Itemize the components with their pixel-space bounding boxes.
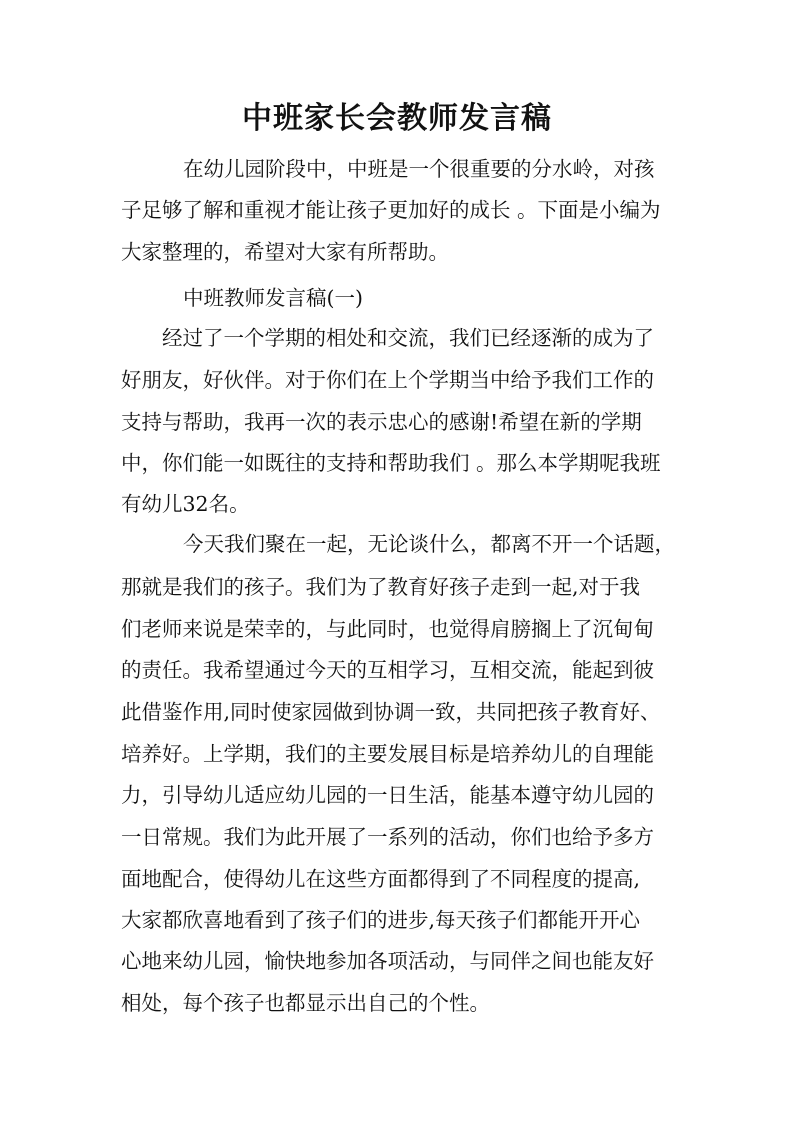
paragraph-line: 中，你们能一如既往的支持和帮助我们 。那么本学期呢我班 [121,451,661,475]
paragraph-line: 培养好。上学期，我们的主要发展目标是培养幼儿的自理能 [121,742,654,766]
paragraph-line: 好朋友，好伙伴。对于你们在上个学期当中给予我们工作的 [121,368,654,392]
paragraph-line: 支持与帮助，我再一次的表示忠心的感谢!希望在新的学期 [121,410,642,434]
paragraph-line: 经过了一个学期的相处和交流，我们已经逐渐的成为了 [162,326,654,350]
intro-line: 大家整理的，希望对大家有所帮助。 [121,240,449,264]
document-title: 中班家长会教师发言稿 [242,101,552,136]
paragraph-line: 那就是我们的孩子。我们为了教育好孩子走到一起,对于我 [121,575,641,599]
paragraph-line: 今天我们聚在一起，无论谈什么，都离不开一个话题， [183,532,675,556]
paragraph-line: 大家都欣喜地看到了孩子们的进步,每天孩子们都能开开心 [121,908,641,932]
section-heading: 中班教师发言稿(一) [183,286,363,310]
paragraph-line: 的责任。我希望通过今天的互相学习，互相交流，能起到彼 [121,658,654,682]
paragraph-line: 面地配合，使得幼儿在这些方面都得到了不同程度的提高, [121,867,641,891]
paragraph-line: 心地来幼儿园，愉快地参加各项活动，与同伴之间也能友好 [121,949,654,973]
intro-line: 子足够了解和重视才能让孩子更加好的成长 。下面是小编为 [121,198,661,222]
paragraph-line: 相处，每个孩子也都显示出自己的个性。 [121,991,490,1015]
paragraph-line: 此借鉴作用,同时使家园做到协调一致，共同把孩子教育好、 [121,700,661,724]
paragraph-line: 力，引导幼儿适应幼儿园的一日生活，能基本遵守幼儿园的 [121,783,654,807]
intro-line: 在幼儿园阶段中，中班是一个很重要的分水岭，对孩 [183,157,655,181]
paragraph-line: 一日常规。我们为此开展了一系列的活动，你们也给予多方 [121,825,654,849]
paragraph-line: 们老师来说是荣幸的，与此同时，也觉得肩膀搁上了沉甸甸 [121,617,654,641]
paragraph-line: 有幼儿32名。 [121,492,250,516]
